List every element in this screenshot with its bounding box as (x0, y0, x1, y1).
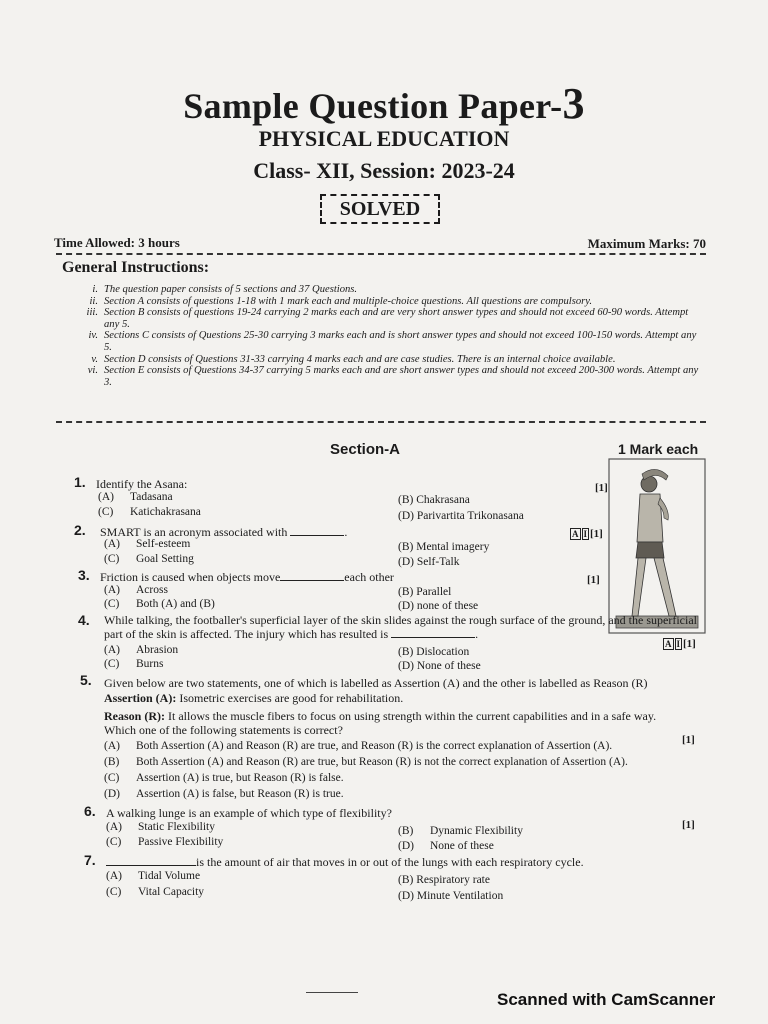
option-text: None of these (430, 840, 494, 852)
bottom-rule (306, 992, 358, 993)
option-text: Burns (136, 658, 164, 670)
option-label: (B) (398, 586, 414, 598)
answer-blank (106, 855, 196, 866)
option-b (398, 825, 523, 837)
option-text: Goal Setting (136, 553, 194, 565)
option-label: (A) (104, 584, 120, 596)
option-text: Tidal Volume (138, 870, 201, 882)
ai-box-i: I (676, 639, 681, 649)
question-text (104, 614, 706, 641)
instruction-number: v. (91, 353, 98, 365)
ai-box-a: A (572, 529, 579, 539)
option-label: (A) (104, 644, 120, 656)
option-text: Abrasion (136, 644, 179, 656)
question-mark: [1] (683, 638, 696, 650)
option-label: (B) (398, 825, 414, 837)
option-label: (B) (398, 494, 414, 506)
option-label: (D) (104, 788, 120, 800)
option-text: Assertion (A) is false, but Reason (R) is true. (136, 788, 344, 800)
question-number: 7. (84, 852, 96, 868)
option-text: Katichakrasana (130, 506, 201, 518)
option-b (398, 494, 470, 506)
marks-each-label: 1 Mark each (618, 441, 699, 457)
option-text: Parivartita Trikonasana (416, 510, 524, 522)
answer-blank (391, 627, 475, 638)
question-text: Given below are two statements, one of which is labelled as Assertion (A) and the other is labelled as Reason (R) (104, 676, 648, 690)
option-label: (D) (398, 660, 414, 672)
question-text (100, 570, 394, 585)
instruction-text: Section B consists of questions 19-24 carrying 2 marks each and are very short answer types and should not exceed 60-90 words. Attempt any 5. (104, 307, 689, 330)
instruction-item (76, 354, 706, 366)
scanner-watermark: Scanned with CamScanner (497, 990, 716, 1009)
instruction-item (76, 296, 706, 308)
option-label: (A) (106, 821, 122, 833)
option-text: Both (A) and (B) (136, 598, 215, 610)
option-text: Self-Talk (416, 556, 460, 568)
option-text: Mental imagery (416, 541, 490, 553)
option-text: Passive Flexibility (138, 836, 224, 848)
question-end: . (344, 525, 348, 539)
option-text: Minute Ventilation (416, 890, 504, 902)
option-text: Static Flexibility (138, 821, 215, 833)
option-b (398, 646, 469, 658)
instruction-number: i. (92, 284, 98, 295)
instruction-item (76, 307, 706, 330)
option-d (398, 510, 524, 522)
option-a (104, 740, 612, 752)
reason-line (104, 709, 714, 724)
option-label: (A) (98, 491, 114, 503)
option-a (104, 644, 178, 656)
question-number: 1. (74, 474, 86, 490)
question-mark: [1] (682, 734, 695, 746)
question-stem: Friction is caused when objects move (100, 570, 281, 584)
instruction-number: ii. (89, 295, 98, 307)
option-text: Tadasana (130, 491, 173, 503)
question-end: . (475, 627, 479, 641)
option-c (104, 772, 344, 784)
option-text: Chakrasana (416, 494, 470, 506)
option-c (104, 658, 163, 670)
option-b (398, 541, 489, 553)
option-a (106, 870, 200, 882)
paper-title-text: Sample Question Paper- (183, 86, 563, 126)
question-number: 5. (80, 672, 92, 688)
option-a (104, 538, 190, 550)
question-mark: [1] (587, 574, 600, 586)
option-text: Both Assertion (A) and Reason (R) are true, and Reason (R) is the correct explanation of Assertion (A). (136, 740, 613, 752)
assertion-line (104, 691, 403, 706)
option-label: (C) (104, 658, 120, 670)
option-label: (D) (398, 840, 414, 852)
instructions-heading: General Instructions: (62, 259, 210, 276)
option-b (398, 874, 490, 886)
option-label: (B) (398, 874, 414, 886)
option-a (106, 821, 215, 833)
question-mark: [1] (682, 819, 695, 831)
option-label: (D) (398, 510, 414, 522)
instruction-number: vi. (87, 365, 98, 377)
option-label: (C) (98, 506, 114, 518)
option-b (104, 756, 628, 768)
option-text: Across (136, 584, 168, 596)
question-number: 3. (78, 567, 90, 583)
assertion-text: Isometric exercises are good for rehabilitation. (179, 691, 404, 705)
option-label: (A) (106, 870, 122, 882)
option-label: (D) (398, 556, 414, 568)
option-c (104, 553, 194, 565)
instruction-text: The question paper consists of 5 sections and 37 Questions. (104, 284, 358, 295)
option-label: (A) (104, 740, 120, 752)
option-c (106, 886, 204, 898)
maximum-marks: Maximum Marks: 70 (587, 236, 706, 251)
instruction-text: Sections C consists of Questions 25-30 carrying 3 marks each and is short answer types and should not exceed 100-150 words. Attempt any 5. (104, 330, 697, 353)
option-a (98, 491, 173, 503)
time-allowed: Time Allowed: 3 hours (54, 235, 180, 250)
option-d (398, 840, 494, 852)
paper-title (0, 78, 768, 129)
option-label: (D) (398, 600, 414, 612)
option-label: (B) (104, 756, 120, 768)
instruction-text: Section E consists of Questions 34-37 carrying 5 marks each and are short answer types and should not exceed 200-300 words. Attempt any 3. (104, 365, 699, 388)
instruction-text: Section D consists of Questions 31-33 carrying 4 marks each and are case studies. There is an internal choice available. (104, 353, 616, 365)
question-stem-end: each other (344, 570, 394, 584)
asana-figure (608, 458, 706, 634)
instruction-item (76, 365, 706, 388)
option-label: (C) (106, 886, 122, 898)
option-c (106, 836, 223, 848)
question-stem: While talking, the footballer's superficial layer of the skin slides against the rough surface of the ground, and the superficial part of the skin is affected. The injury which has resulted is (104, 613, 697, 641)
option-c (104, 598, 215, 610)
option-c (98, 506, 201, 518)
answer-blank (280, 570, 344, 581)
option-text: none of these (416, 600, 479, 612)
question-text: Identify the Asana: (96, 477, 188, 491)
instruction-number: iv. (88, 330, 98, 342)
section-title: Section-A (330, 441, 401, 458)
option-d (398, 600, 478, 612)
subject-heading: PHYSICAL EDUCATION (258, 126, 510, 151)
option-text: Both Assertion (A) and Reason (R) are true, but Reason (R) is not the correct explanation of Assertion (A). (136, 756, 628, 768)
option-label: (B) (398, 646, 414, 658)
option-b (398, 586, 451, 598)
question-mark: [1] (595, 482, 608, 494)
question-number: 6. (84, 803, 96, 819)
option-text: Dynamic Flexibility (430, 825, 523, 837)
option-label: (C) (104, 598, 120, 610)
option-a (104, 584, 168, 596)
option-label: (B) (398, 541, 414, 553)
reason-label: Reason (R): (104, 709, 165, 723)
option-d (104, 788, 344, 800)
ai-tag (663, 638, 696, 650)
option-text: Dislocation (416, 646, 470, 658)
reason-text: It allows the muscle fibers to focus on using strength within the current capabilities and in a safe way. (168, 709, 657, 723)
option-label: (C) (104, 553, 120, 565)
option-text: Self-esteem (136, 538, 191, 550)
class-session: Class- XII, Session: 2023-24 (253, 158, 515, 183)
option-text: Respiratory rate (416, 874, 490, 886)
option-label: (C) (104, 772, 120, 784)
instruction-item (76, 330, 706, 353)
question-number: 4. (78, 612, 90, 628)
option-text: Vital Capacity (138, 886, 205, 898)
instructions-list (76, 284, 706, 388)
instruction-text: Section A consists of questions 1-18 with 1 mark each and multiple-choice questions. All questions are compulsory. (104, 295, 593, 307)
option-text: Assertion (A) is true, but Reason (R) is false. (136, 772, 344, 784)
question-mark: [1] (590, 528, 603, 540)
question-stem: SMART is an acronym associated with (100, 525, 288, 539)
answer-blank (290, 525, 344, 536)
solved-badge: SOLVED (320, 194, 440, 224)
figure-right-leg (654, 558, 676, 616)
option-text: None of these (416, 660, 481, 672)
option-d (398, 890, 503, 902)
paper-number: 3 (562, 79, 585, 128)
figure-left-leg (632, 558, 646, 616)
question-text: A walking lunge is an example of which type of flexibility? (106, 806, 392, 820)
question-number: 2. (74, 522, 86, 538)
option-text: Parallel (416, 586, 452, 598)
question-text (106, 855, 584, 870)
figure-shorts (636, 542, 664, 558)
option-label: (C) (106, 836, 122, 848)
question-prompt: Which one of the following statements is correct? (104, 723, 343, 737)
ai-box-a: A (665, 639, 672, 649)
instruction-number: iii. (86, 307, 98, 319)
option-label: (A) (104, 538, 120, 550)
option-label: (D) (398, 890, 414, 902)
ai-box-i: I (583, 529, 588, 539)
option-d (398, 660, 481, 672)
assertion-label: Assertion (A): (104, 691, 177, 705)
question-stem: is the amount of air that moves in or out of the lungs with each respiratory cycle. (196, 855, 584, 869)
instruction-item (76, 284, 706, 296)
ai-tag (570, 528, 603, 540)
option-d (398, 556, 459, 568)
